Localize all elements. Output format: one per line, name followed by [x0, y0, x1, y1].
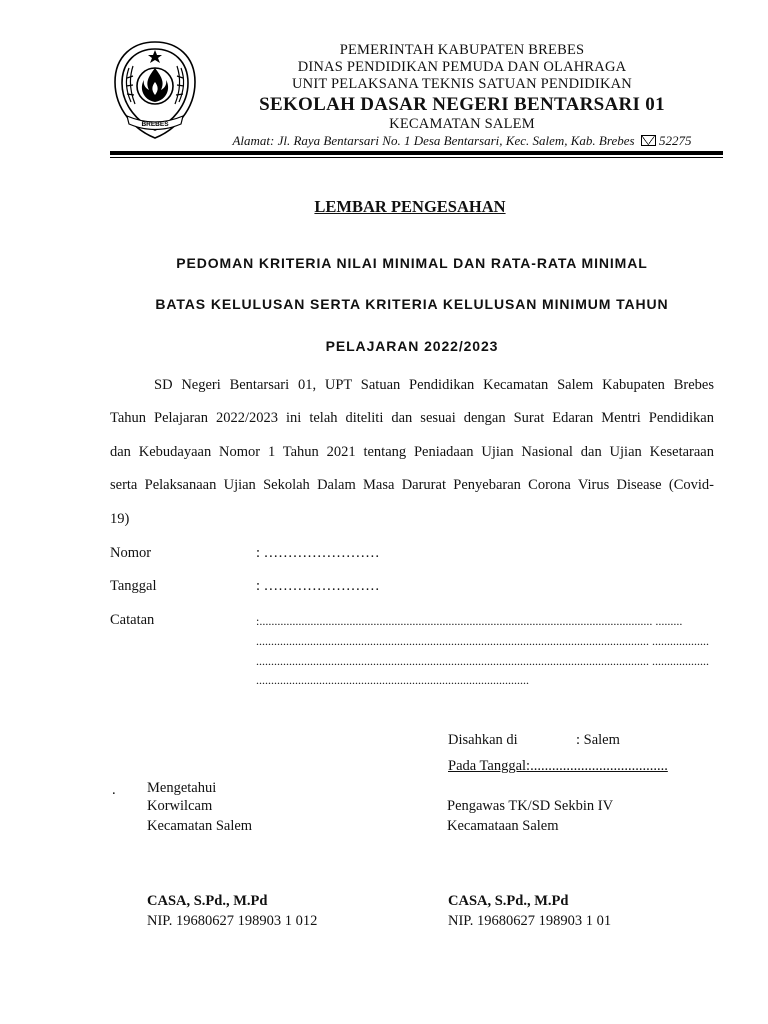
catatan-line-1: :................................................................................................................................... ......... [256, 614, 683, 628]
right-signer-nip: NIP. 19680627 198903 1 01 [448, 913, 612, 929]
school-name: SEKOLAH DASAR NEGERI BENTARSARI 01 [259, 94, 665, 115]
address-text: Alamat: Jl. Raya Bentarsari No. 1 Desa Bentarsari, Kec. Salem, Kab. Brebes [232, 133, 635, 148]
bullet-dot: . [112, 782, 116, 798]
district-name: KECAMATAN SALEM [389, 116, 535, 132]
catatan-line-2: ................................................................................................................................... ................... [256, 634, 709, 648]
subtitle-line-2: BATAS KELULUSAN SERTA KRITERIA KELULUSAN MINIMUM TAHUN [155, 296, 669, 312]
subtitle-line-3: PELAJARAN 2022/2023 [325, 338, 499, 354]
catatan-line-4: ........................................................................................... [256, 673, 529, 687]
disahkan-label: Disahkan di [448, 732, 518, 748]
emblem-caption: BREBES [141, 121, 169, 128]
nomor-value: : …………………… [256, 545, 380, 561]
tanggal-label: Tanggal [110, 578, 157, 594]
tanggal-value: : …………………… [256, 578, 380, 594]
pada-tanggal: Pada Tanggal:...................................... [448, 758, 668, 774]
mail-icon [641, 135, 656, 146]
right-signer-name: CASA, S.Pd., M.Pd [448, 893, 569, 909]
paragraph-line-5: 19) [110, 511, 130, 527]
regency-emblem-logo [107, 38, 203, 142]
catatan-label: Catatan [110, 612, 155, 628]
letterhead-rule-thin [110, 157, 723, 158]
left-signer-name: CASA, S.Pd., M.Pd [147, 893, 268, 909]
subtitle-line-1: PEDOMAN KRITERIA NILAI MINIMAL DAN RATA-RATA MINIMAL [176, 255, 648, 271]
left-signer-nip: NIP. 19680627 198903 1 012 [147, 913, 318, 929]
right-signer-line-2: Pengawas TK/SD Sekbin IV [447, 798, 614, 814]
unit-name: UNIT PELAKSANA TEKNIS SATUAN PENDIDIKAN [292, 76, 632, 92]
postal-code: 52275 [659, 133, 692, 148]
left-signer-line-3: Kecamatan Salem [147, 818, 253, 834]
catatan-line-3: ................................................................................................................................... ................... [256, 654, 709, 668]
right-signer-line-3: Kecamataan Salem [447, 818, 559, 834]
letterhead-rule-thick [110, 151, 723, 155]
school-address [210, 133, 714, 149]
disahkan-value: : Salem [576, 732, 620, 748]
government-name: PEMERINTAH KABUPATEN BREBES [339, 42, 585, 58]
left-signer-line-2: Korwilcam [147, 798, 213, 814]
paragraph-line-3: dan Kebudayaan Nomor 1 Tahun 2021 tentang Peniadaan Ujian Nasional dan Ujian Kesetaraan [110, 444, 714, 460]
paragraph-line-2: Tahun Pelajaran 2022/2023 ini telah diteliti dan sesuai dengan Surat Edaran Mentri Pendidikan [110, 410, 714, 426]
paragraph-line-4: serta Pelaksanaan Ujian Sekolah Dalam Masa Darurat Penyebaran Corona Virus Disease (Covid- [110, 477, 714, 493]
agency-name: DINAS PENDIDIKAN PEMUDA DAN OLAHRAGA [297, 59, 627, 75]
paragraph-line-1: SD Negeri Bentarsari 01, UPT Satuan Pendidikan Kecamatan Salem Kabupaten Brebes [154, 377, 714, 393]
document-title: LEMBAR PENGESAHAN [314, 197, 506, 216]
nomor-label: Nomor [110, 545, 152, 561]
left-signer-line-1: Mengetahui [147, 780, 217, 796]
